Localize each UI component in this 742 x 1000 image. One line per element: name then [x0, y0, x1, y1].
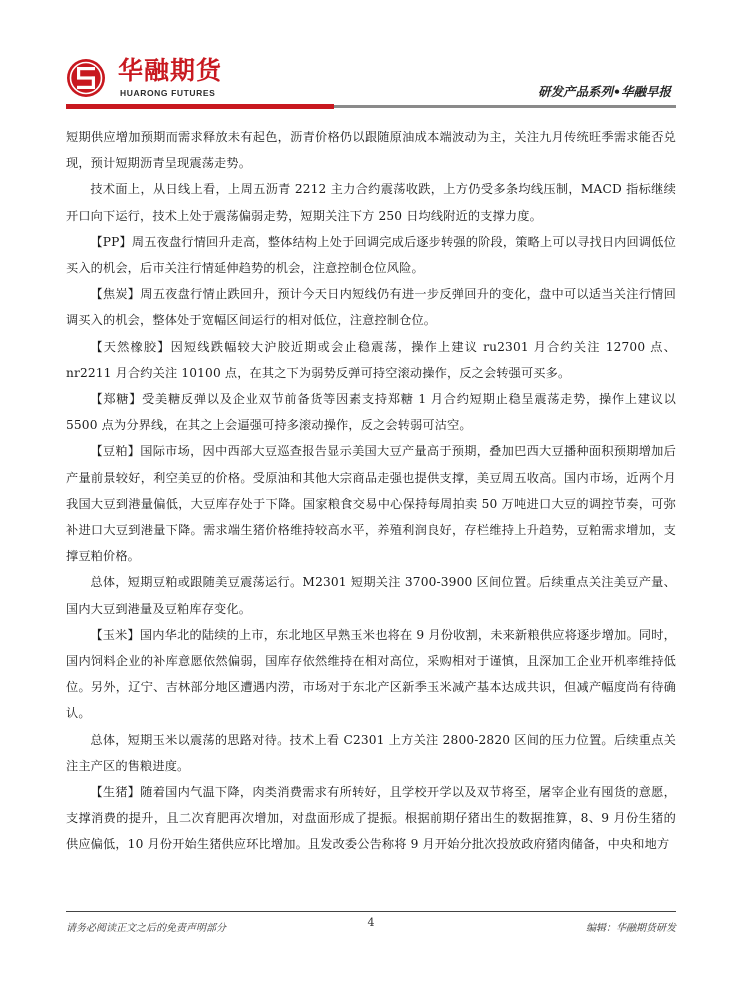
paragraph-coke: 【焦炭】周五夜盘行情止跌回升，预计今天日内短线仍有进一步反弹回升的变化，盘中可以适当关注行情回调买入的机会，整体处于宽幅区间运行的相对低位，注意控制仓位。	[66, 287, 676, 328]
paragraph-pp: 【PP】周五夜盘行情回升走高，整体结构上处于回调完成后逐步转强的阶段，策略上可以寻找日内回调低位买入的机会，后市关注行情延伸趋势的机会，注意控制仓位风险。	[66, 234, 676, 276]
header-rule-gray	[334, 105, 676, 108]
logo-english-name: HUARONG FUTURES	[120, 88, 216, 98]
logo-chinese-name: 华融期货	[118, 56, 223, 85]
page-header	[0, 0, 742, 115]
footer-author: 编辑：华融期货研发	[586, 923, 676, 934]
paragraph-asphalt-technical: 技术面上，从日线上看，上周五沥青 2212 主力合约震荡收跌，上方仍受多条均线压制，MACD 指标继续开口向下运行，技术上处于震荡偏弱走势，短期关注下方 250 日均线附近的支撑力度。	[66, 182, 676, 223]
page-footer	[66, 911, 676, 932]
report-body	[66, 124, 676, 858]
footer-disclaimer: 请务必阅读正文之后的免责声明部分	[66, 923, 226, 934]
report-series-title: 研发产品系列•华融早报	[538, 84, 671, 99]
page-number: 4	[367, 916, 375, 929]
huarong-logo-icon	[66, 58, 106, 98]
paragraph-rubber: 【天然橡胶】因短线跌幅较大沪胶近期或会止稳震荡，操作上建议 ru2301 月合约关注 12700 点、nr2211 月合约关注 10100 点，在其之下为弱势反弹可持空滚动操作，反之会转强可买多。	[66, 339, 676, 380]
paragraph-soymeal-summary: 总体，短期豆粕或跟随美豆震荡运行。M2301 短期关注 3700-3900 区间位置。后续重点关注美豆产量、国内大豆到港量及豆粕库存变化。	[66, 575, 676, 616]
paragraph-asphalt-continued: 短期供应增加预期而需求释放未有起色，沥青价格仍以跟随原油成本端波动为主，关注九月传统旺季需求能否兑现，预计短期沥青呈现震荡走势。	[66, 130, 676, 171]
paragraph-corn: 【玉米】国内华北的陆续的上市，东北地区早熟玉米也将在 9 月份收割，未来新粮供应将逐步增加。同时，国内饲料企业的补库意愿依然偏弱，国库存依然维持在相对高位，采购相对于谨慎，且深加工企业开机率维持低位。另外，辽宁、吉林部分地区遭遇内涝，市场对于东北产区新季玉米减产基本达成共识，但减产幅度尚有待确认。	[66, 627, 676, 721]
paragraph-corn-summary: 总体，短期玉米以震荡的思路对待。技术上看 C2301 上方关注 2800-2820 区间的压力位置。后续重点关注主产区的售粮进度。	[66, 732, 676, 773]
paragraph-soymeal: 【豆粕】国际市场，因中西部大豆巡查报告显示美国大豆产量高于预期，叠加巴西大豆播种面积预期增加后产量前景较好，利空美豆的价格。受原油和其他大宗商品走强也提供支撑，美豆周五收高。国内市场，近两个月我国大豆到港量偏低，大豆库存处于下降。国家粮食交易中心保持每周拍卖 50 万吨进口大豆的调控节奏，可弥补进口大豆到港量下降。需求端生猪价格维持较高水平，养殖利润良好，存栏维持上升趋势，豆粕需求增加，支撑豆粕价格。	[66, 444, 676, 564]
paragraph-hog: 【生猪】随着国内气温下降，肉类消费需求有所转好，且学校开学以及双节将至，屠宰企业有囤货的意愿，支撑消费的提升，且二次育肥再次增加，对盘面形成了提振。根据前期仔猪出生的数据推算，8、9 月份生猪的供应偏低，10 月份开始生猪供应环比增加。且发改委公告称将 9 月开始分批次投放政府猪肉储备，中央和地方	[66, 785, 676, 852]
header-rule-red	[66, 104, 334, 109]
paragraph-sugar: 【郑糖】受美糖反弹以及企业双节前备货等因素支持郑糖 1 月合约短期止稳呈震荡走势，操作上建议以 5500 点为分界线，在其之上会逼强可持多滚动操作，反之会转弱可沽空。	[66, 392, 676, 433]
